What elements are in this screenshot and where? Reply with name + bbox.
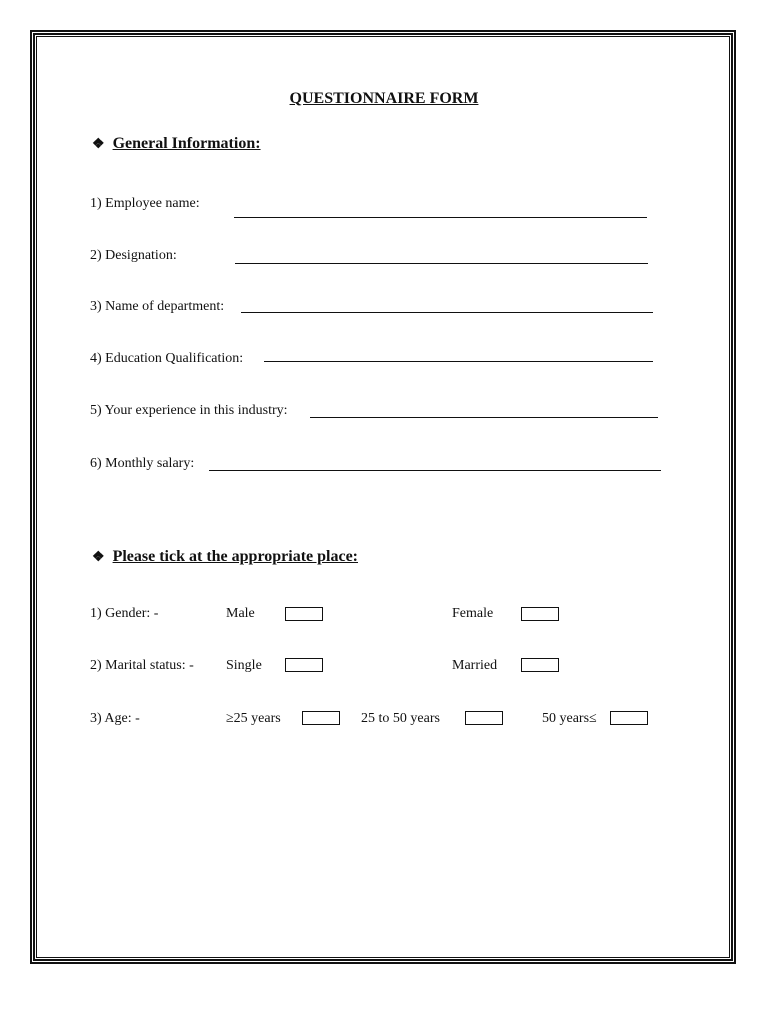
monthly-salary-label: 6) Monthly salary: [90, 456, 195, 471]
page-border-inner [36, 36, 730, 958]
industry-experience-field[interactable] [310, 417, 658, 418]
gender-label: 1) Gender: - [90, 606, 159, 621]
male-checkbox[interactable] [285, 607, 323, 621]
education-qualification-field[interactable] [264, 361, 653, 362]
male-option-label: Male [226, 606, 255, 621]
industry-experience-label: 5) Your experience in this industry: [90, 403, 288, 418]
monthly-salary-field[interactable] [209, 470, 661, 471]
single-checkbox[interactable] [285, 658, 323, 672]
diamond-bullet-icon: ❖ [92, 137, 105, 152]
married-option-label: Married [452, 658, 498, 673]
age-label: 3) Age: - [90, 711, 140, 726]
tick-section-heading [92, 548, 358, 566]
age-under-25-checkbox[interactable] [302, 711, 340, 725]
general-information-heading [92, 135, 261, 153]
designation-field[interactable] [235, 263, 648, 264]
female-checkbox[interactable] [521, 607, 559, 621]
department-label: 3) Name of department: [90, 299, 225, 314]
age-over-50-label: 50 years≤ [542, 711, 597, 726]
designation-label: 2) Designation: [90, 248, 177, 263]
education-qualification-label: 4) Education Qualification: [90, 351, 244, 366]
section-heading-text: Please tick at the appropriate place: [112, 548, 358, 565]
age-over-50-checkbox[interactable] [610, 711, 648, 725]
form-title: QUESTIONNAIRE FORM [289, 90, 479, 107]
employee-name-field[interactable] [234, 217, 647, 218]
single-option-label: Single [226, 658, 262, 673]
age-under-25-label: ≥25 years [226, 711, 281, 726]
female-option-label: Female [452, 606, 494, 621]
employee-name-label: 1) Employee name: [90, 196, 200, 211]
married-checkbox[interactable] [521, 658, 559, 672]
department-field[interactable] [241, 312, 653, 313]
section-heading-text: General Information: [112, 135, 261, 152]
diamond-bullet-icon: ❖ [92, 550, 105, 565]
age-25-to-50-label: 25 to 50 years [361, 711, 440, 726]
marital-status-label: 2) Marital status: - [90, 658, 194, 673]
age-25-to-50-checkbox[interactable] [465, 711, 503, 725]
